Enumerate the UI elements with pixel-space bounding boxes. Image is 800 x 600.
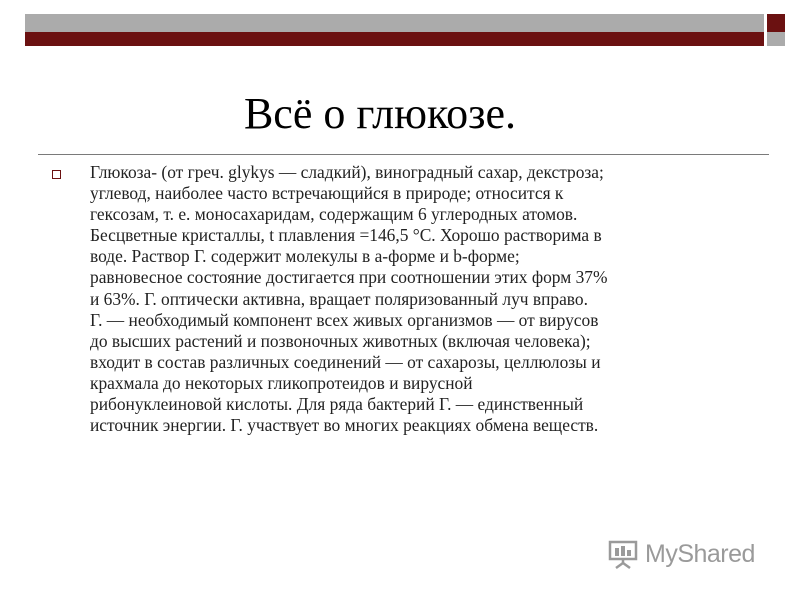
square-bullet-icon (52, 170, 61, 179)
body-line: Г. — необходимый компонент всех живых организмов — от вирусов (90, 309, 599, 330)
presentation-board-icon (607, 538, 639, 570)
body-line: Бесцветные кристаллы, t плавления =146,5 °С. Хорошо растворима в (90, 225, 602, 246)
watermark-text: MyShared (645, 539, 755, 568)
body-line: рибонуклеиновой кислоты. Для ряда бактерий Г. — единственный (90, 394, 584, 415)
body-line: источник энергии. Г. участвует во многих реакциях обмена веществ. (90, 415, 599, 436)
body-line: углевод, наиболее часто встречающийся в природе; относится к (90, 183, 564, 204)
body-paragraph (90, 162, 758, 436)
body-line: входит в состав различных соединений — от сахарозы, целлюлозы и (90, 351, 601, 372)
body-line: равновесное состояние достигается при соотношении этих форм 37% (90, 267, 608, 288)
slide-title (0, 88, 760, 139)
body-line: гексозам, т. е. моносахаридам, содержащим 6 углеродных атомов. (90, 204, 578, 225)
body-line: и 63%. Г. оптически активна, вращает поляризованный луч вправо. (90, 288, 588, 309)
watermark (607, 537, 755, 571)
body-line: Глюкоза- (от греч. glykys — сладкий), виноградный сахар, декстроза; (90, 162, 604, 182)
header-bar-gray (25, 14, 764, 32)
body-line: крахмала до некоторых гликопротеидов и вирусной (90, 372, 473, 393)
header-bar-red (25, 32, 764, 46)
body-line: воде. Раствор Г. содержит молекулы в а-форме и b-форме; (90, 246, 520, 267)
header-corner-gray (767, 32, 785, 46)
body-line: до высших растений и позвоночных животных (включая человека); (90, 330, 591, 351)
header-corner-red (767, 14, 785, 32)
title-divider (38, 154, 769, 155)
slide-title-text: Всё о глюкозе. (243, 89, 517, 138)
